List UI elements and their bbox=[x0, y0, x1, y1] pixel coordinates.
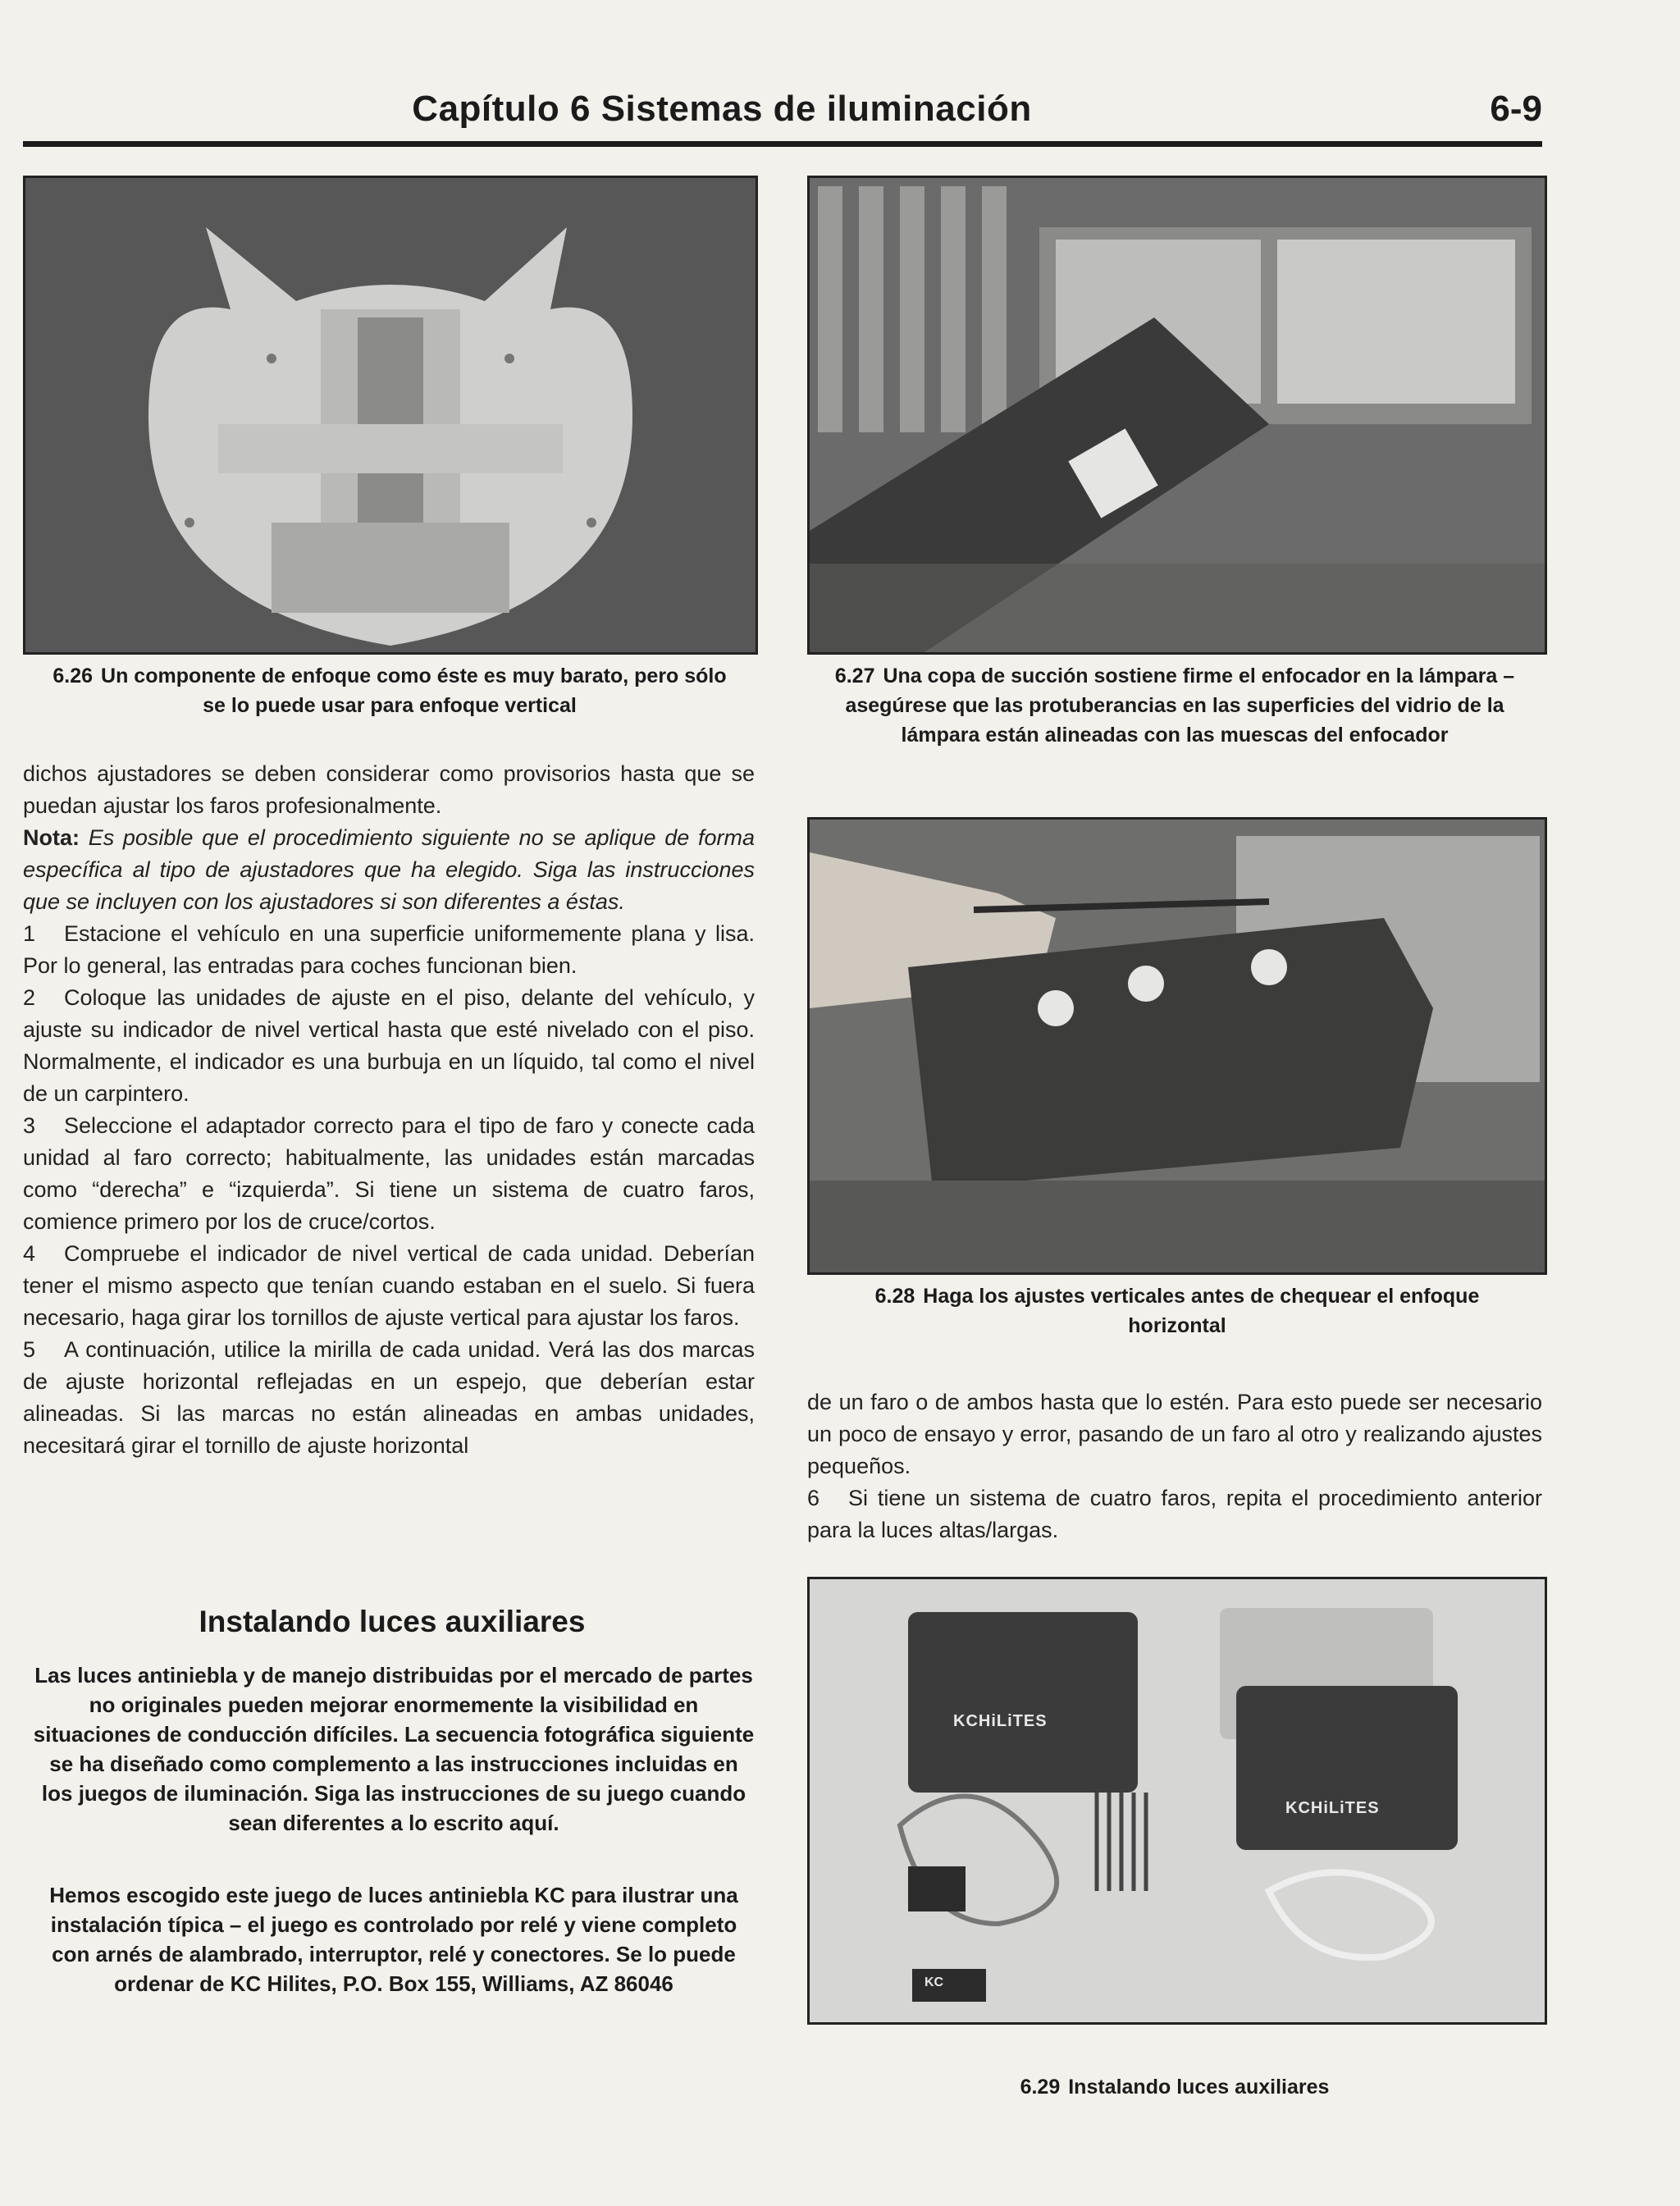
paragraph: de un faro o de ambos hasta que lo estén. Para esto puede ser necesario un poco de ensayo y error, pasando de un faro al otro y realizando ajustes pequeños. bbox=[807, 1390, 1542, 1478]
step-text: Seleccione el adaptador correcto para el tipo de faro y conecte cada unidad al faro correcto; habitualmente, las unidades están marcadas como “derecha” e “izquierda”. Si tiene un sistema de cuatro faros, comience primero por los de cruce/cortos. bbox=[23, 1113, 755, 1234]
step-text: Estacione el vehículo en una superficie uniformemente plana y lisa. Por lo general, las entradas para coches funcionan bien. bbox=[23, 921, 755, 978]
step bbox=[23, 918, 755, 982]
step bbox=[807, 1482, 1542, 1546]
header-rule bbox=[23, 141, 1542, 147]
step-number: 6 bbox=[807, 1486, 820, 1510]
note-text: Es posible que el procedimiento siguiente no se aplique de forma específica al tipo de ajustadores que ha elegido. Siga las instrucciones que se incluyen con los ajustadores si son diferentes a éstas. bbox=[23, 825, 755, 914]
chapter-title: Capítulo 6 Sistemas de iluminación bbox=[412, 89, 1032, 129]
photo-6-26 bbox=[23, 176, 758, 655]
caption-6-29 bbox=[807, 2072, 1542, 2102]
caption-6-26 bbox=[41, 661, 738, 720]
caption-6-27 bbox=[812, 661, 1537, 750]
section-heading: Instalando luces auxiliares bbox=[199, 1605, 586, 1638]
step bbox=[23, 1238, 755, 1334]
step-text: Si tiene un sistema de cuatro faros, repita el procedimiento anterior para la luces altas/largas. bbox=[807, 1486, 1542, 1542]
figure-caption: Haga los ajustes verticales antes de chequear el enfoque horizontal bbox=[923, 1285, 1480, 1337]
step-text: A continuación, utilice la mirilla de cada unidad. Verá las dos marcas de ajuste horizontal reflejadas en un espejo, que deberían estar alineadas. Si las marcas no están alineadas en ambas unidades, necesitará girar el tornillo de ajuste horizontal bbox=[23, 1337, 755, 1458]
figure-number: 6.27 bbox=[834, 665, 875, 687]
step-number: 3 bbox=[23, 1113, 36, 1138]
note-label: Nota: bbox=[23, 825, 80, 850]
step-number: 5 bbox=[23, 1337, 36, 1362]
kc-brand-label: KCHiLiTES bbox=[953, 1712, 1048, 1730]
step bbox=[23, 1334, 755, 1462]
figure-caption: Una copa de succión sostiene firme el enfocador en la lámpara – asegúrese que las protuberancias en las superficies del vidrio de la lámpara están alineadas con las muescas del enfocador bbox=[845, 665, 1515, 747]
section-intro-2: Hemos escogido este juego de luces antiniebla KC para ilustrar una instalación típica – el juego es controlado por relé y viene completo con arnés de alambrado, interruptor, relé y conectores. Se lo puede ordenar de KC Hilites, P.O. Box 155, Williams, AZ 86046 bbox=[49, 1883, 738, 1996]
note bbox=[23, 822, 755, 918]
figure-caption: Instalando luces auxiliares bbox=[1068, 2076, 1330, 2099]
right-column-text bbox=[807, 1386, 1542, 1546]
photo-6-28 bbox=[807, 817, 1547, 1275]
step bbox=[23, 1110, 755, 1238]
figure-caption: Un componente de enfoque como éste es muy barato, pero sólo se lo puede usar para enfoque vertical bbox=[101, 665, 727, 717]
photo-6-27 bbox=[807, 176, 1547, 655]
kc-switch-logo: KC bbox=[924, 1975, 944, 1989]
figure-number: 6.29 bbox=[1020, 2076, 1061, 2099]
section-intro-1: Las luces antiniebla y de manejo distribuidas por el mercado de partes no originales pueden mejorar enormemente la visibilidad en situaciones de conducción difíciles. La secuencia fotográfica siguiente se ha diseñado como complemento a las instrucciones incluidas en los juegos de iluminación. Siga las instrucciones de su juego cuando sean diferentes a lo escrito aquí. bbox=[33, 1663, 755, 1835]
caption-6-28 bbox=[829, 1281, 1526, 1340]
step-text: Compruebe el indicador de nivel vertical de cada unidad. Deberían tener el mismo aspecto que tenían cuando estaban en el suelo. Si fuera necesario, haga girar los tornillos de ajuste vertical para ajustar los faros. bbox=[23, 1241, 755, 1330]
step-text: Coloque las unidades de ajuste en el piso, delante del vehículo, y ajuste su indicador de nivel vertical hasta que esté nivelado con el piso. Normalmente, el indicador es una burbuja en un líquido, tal como el nivel de un carpintero. bbox=[23, 985, 755, 1106]
figure-number: 6.26 bbox=[52, 665, 94, 687]
step-number: 4 bbox=[23, 1241, 36, 1266]
photo-6-29 bbox=[807, 1577, 1547, 2025]
figure-number: 6.28 bbox=[874, 1285, 915, 1308]
paragraph: dichos ajustadores se deben considerar como provisorios hasta que se puedan ajustar los faros profesionalmente. bbox=[23, 761, 755, 818]
step-number: 1 bbox=[23, 921, 36, 946]
step bbox=[23, 982, 755, 1110]
step-number: 2 bbox=[23, 985, 36, 1010]
left-column-text bbox=[23, 758, 755, 1462]
page-number: 6-9 bbox=[1490, 89, 1542, 129]
kc-brand-label: KCHiLiTES bbox=[1285, 1799, 1380, 1817]
